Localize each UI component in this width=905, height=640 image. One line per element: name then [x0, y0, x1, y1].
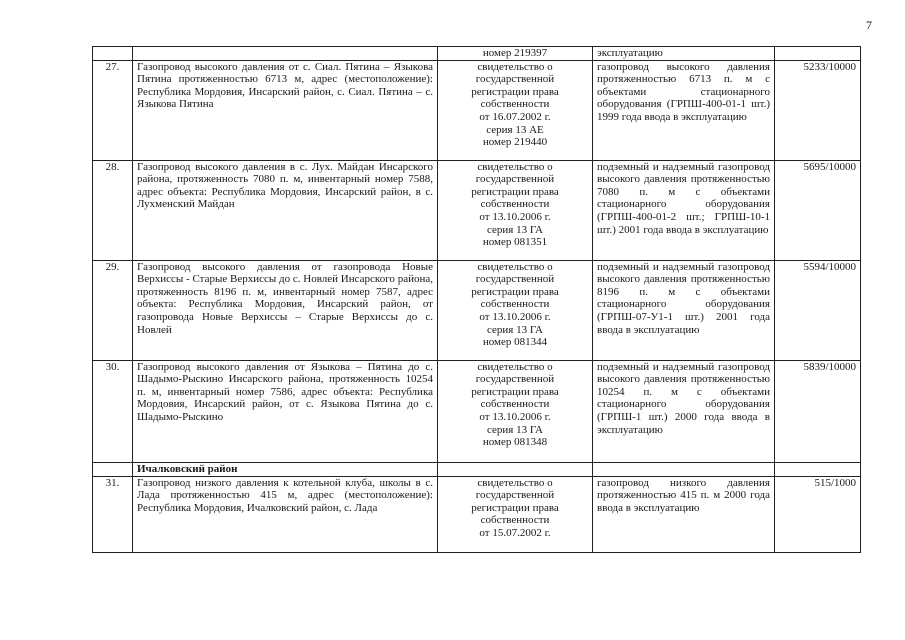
certificate-line: от 15.07.2002 г.	[479, 526, 551, 539]
certificate-line: регистрации права	[471, 85, 559, 98]
certificate-line: серия 13 ГА	[487, 323, 543, 336]
certificate-line: номер 219440	[482, 136, 548, 149]
object-description: Газопровод высокого давления от Языкова – Пятина до с. Шадымо-Рыскино Инсарского района, протяженность 10254 п. м, инвентарный номер 7586, адрес объекта: Республика Мордовия, Инсарский район, от с. Языкова Пятина до с. Шадымо-Рыскино	[133, 360, 438, 462]
certificate-line: от 16.07.2002 г.	[479, 110, 551, 123]
certificate-line: от 13.10.2006 г.	[479, 410, 551, 423]
certificate-line: серия 13 АЕ	[486, 123, 544, 136]
certificate-line: свидетельство о	[477, 260, 553, 273]
info-cell: газопровод высокого давления протяженностью 6713 п. м с объектами стационарного оборудования (ГРПШ-400-01-1 шт.) 1999 года ввода в эксплуатацию	[593, 60, 775, 160]
certificate-line: от 13.10.2006 г.	[479, 210, 551, 223]
share-cell: 5233/10000	[775, 60, 861, 160]
section-title: Ичалковский район	[133, 462, 438, 476]
certificate-line: регистрации права	[471, 385, 559, 398]
certificate-line: регистрации права	[471, 501, 559, 514]
share-cell: 515/1000	[775, 476, 861, 552]
certificate-line: собственности	[480, 514, 550, 527]
certificate-line: свидетельство о	[477, 160, 553, 173]
certificate-cell	[438, 60, 593, 160]
row-number: 28.	[93, 160, 133, 260]
page-number: 7	[866, 18, 872, 32]
certificate-line: государственной	[475, 489, 555, 502]
info-cell: подземный и надземный газопровод высокого давления протяженностью 7080 п. м с объектами стационарного оборудования (ГРПШ-400-01-2 шт.; ГРПШ-10-1 шт.) 2001 года ввода в эксплуатацию	[593, 160, 775, 260]
table-row	[93, 60, 861, 160]
certificate-line: номер 081351	[482, 236, 548, 249]
certificate-cell	[438, 160, 593, 260]
certificate-line: свидетельство о	[477, 476, 553, 489]
certificate-cell	[438, 476, 593, 552]
certificate-line: регистрации права	[471, 285, 559, 298]
object-description: Газопровод высокого давления от с. Сиал. Пятина – Языкова Пятина протяженностью 6713 м, адрес (местоположение): Республика Мордовия, Инсарский район, с. Сиал. Пятина – с. Языкова Пятина	[133, 60, 438, 160]
row-number: 30.	[93, 360, 133, 462]
certificate-line: серия 13 ГА	[487, 423, 543, 436]
table-row	[93, 260, 861, 360]
info-cell: подземный и надземный газопровод высокого давления протяженностью 8196 п. м с объектами стационарного оборудования (ГРПШ-07-У1-1 шт.) 2001 года ввода в эксплуатацию	[593, 260, 775, 360]
info-cell: эксплуатацию	[593, 47, 775, 61]
row-number: 31.	[93, 476, 133, 552]
table-row	[93, 160, 861, 260]
certificate-line: государственной	[475, 73, 555, 86]
certificate-line: государственной	[475, 173, 555, 186]
certificate-cell	[438, 260, 593, 360]
certificate-line: государственной	[475, 273, 555, 286]
certificate-line: регистрации права	[471, 185, 559, 198]
table-row	[93, 476, 861, 552]
certificate-line: номер 081344	[482, 336, 548, 349]
table-row	[93, 47, 861, 61]
share-cell: 5839/10000	[775, 360, 861, 462]
certificate-line: собственности	[480, 198, 550, 211]
certificate-cell: номер 219397	[438, 47, 593, 61]
certificate-line: собственности	[480, 398, 550, 411]
info-cell: газопровод низкого давления протяженностью 415 п. м 2000 года ввода в эксплуатацию	[593, 476, 775, 552]
certificate-line: свидетельство о	[477, 60, 553, 73]
info-cell: подземный и надземный газопровод высокого давления протяженностью 10254 п. м с объектами стационарного оборудования (ГРПШ-1 шт.) 2000 года ввода в эксплуатацию	[593, 360, 775, 462]
object-description: Газопровод низкого давления к котельной клуба, школы в с. Лада протяженностью 415 м, адрес (местоположение): Республика Мордовия, Ичалковский район, с. Лада	[133, 476, 438, 552]
share-cell: 5594/10000	[775, 260, 861, 360]
certificate-line: собственности	[480, 298, 550, 311]
certificate-line: государственной	[475, 373, 555, 386]
row-number: 27.	[93, 60, 133, 160]
certificate-cell	[438, 360, 593, 462]
row-number: 29.	[93, 260, 133, 360]
certificate-line: от 13.10.2006 г.	[479, 310, 551, 323]
certificate-line: свидетельство о	[477, 360, 553, 373]
certificate-line: номер 081348	[482, 436, 548, 449]
share-cell: 5695/10000	[775, 160, 861, 260]
section-row	[93, 462, 861, 476]
object-description: Газопровод высокого давления от газопровода Новые Верхиссы - Старые Верхиссы до с. Новлей Инсарского района, протяженность 8196 п. м, инвентарный номер 7587, адрес объекта: Республика Мордовия, Инсарский район, от газопровода Новые Верхиссы – Старые Верхиссы до с. Новлей	[133, 260, 438, 360]
object-description: Газопровод высокого давления в с. Лух. Майдан Инсарского района, протяженность 7080 п. м, инвентарный номер 7588, адрес объекта: Республика Мордовия, Инсарский район, в с. Лухменский Майдан	[133, 160, 438, 260]
property-table	[92, 46, 861, 553]
table-row	[93, 360, 861, 462]
certificate-line: серия 13 ГА	[487, 223, 543, 236]
certificate-line: собственности	[480, 98, 550, 111]
